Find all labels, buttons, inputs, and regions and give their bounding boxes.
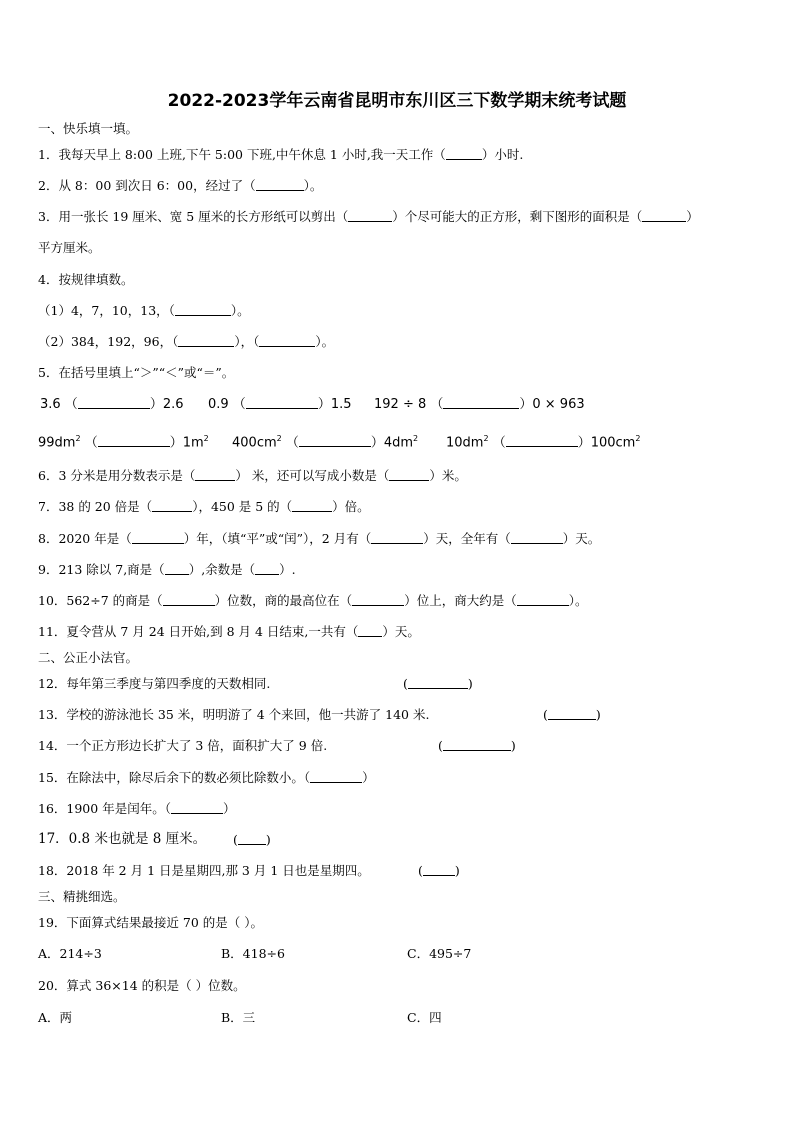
section-heading-2: 二、公正小法官。 (38, 650, 139, 665)
section-heading-3: 三、精挑细选。 (38, 889, 126, 904)
question-19-option-a: A．214÷3 (38, 946, 102, 961)
page-title: 2022-2023学年云南省昆明市东川区三下数学期末统考试题 (167, 91, 627, 111)
question-12: 12．每年第三季度与第四季度的天数相同. (38, 676, 271, 691)
question-9: 9．213 除以 7,商是（ ）,余数是（ ）. (38, 562, 296, 577)
question-13-answer: ( ) (543, 707, 601, 722)
question-19-option-b: B．418÷6 (221, 946, 285, 961)
question-4-part-1: （1）4，7，10，13，（ ）。 (38, 303, 250, 318)
question-19-option-c: C．495÷7 (407, 946, 472, 961)
question-11: 11．夏令营从 7 月 24 日开始,到 8 月 4 日结束,一共有（ ）天。 (38, 624, 420, 639)
question-13: 13．学校的游泳池长 35 米，明明游了 4 个来回，他一共游了 140 米. (38, 707, 430, 722)
question-10: 10．562÷7 的商是（ ）位数，商的最高位在（ ）位上，商大约是（ ）。 (38, 593, 588, 608)
question-18-answer: ( ) (418, 863, 460, 878)
question-20-option-a: A．两 (38, 1010, 73, 1025)
compare-item-5: $400cm^2$ （ ）$4dm^2$ (232, 434, 419, 451)
compare-item-6: $10dm^2$ （ ）$100cm^2$ (446, 434, 641, 451)
question-16: 16．1900 年是闰年。（ ） (38, 801, 236, 816)
question-17: 17．0.8 米也就是 8 厘米。 (38, 831, 207, 847)
question-14: 14．一个正方形边长扩大了 3 倍，面积扩大了 9 倍. (38, 738, 328, 753)
question-20-option-c: C．四 (407, 1010, 442, 1025)
question-4: 4．按规律填数。 (38, 272, 134, 287)
question-19: 19．下面算式结果最接近 70 的是（ ）。 (38, 915, 263, 930)
question-7: 7．38 的 20 倍是（ ），450 是 5 的（ ）倍。 (38, 499, 370, 514)
question-17-answer: ( ) (233, 832, 271, 847)
compare-item-3: 192 ÷ 8 （ ）0 × 963 (374, 397, 585, 412)
compare-item-4: $99dm^2$ （ ）$1m^2$ (38, 434, 209, 451)
question-14-answer: ( ) (438, 738, 516, 753)
question-12-answer: ( ) (403, 676, 473, 691)
question-4-part-2: （2）384，192，96，（ ），（ ）。 (38, 334, 335, 349)
question-2: 2．从 8：00 到次日 6：00，经过了（ ）。 (38, 178, 323, 193)
question-8: 8．2020 年是（ ）年，（填“平”或“闰”），2 月有（ ）天，全年有（ ）天。 (38, 531, 601, 546)
question-1: 1．我每天早上 8:00 上班,下午 5:00 下班,中午休息 1 小时,我一天工作（ ）小时. (38, 147, 524, 162)
question-6: 6．3 分米是用分数表示是（ ） 米，还可以写成小数是（ ）米。 (38, 468, 467, 483)
question-18: 18．2018 年 2 月 1 日是星期四,那 3 月 1 日也是星期四。 (38, 863, 370, 878)
section-heading-1: 一、快乐填一填。 (38, 121, 139, 136)
compare-item-1: 3.6 （ ）2.6 (40, 397, 184, 412)
question-15: 15．在除法中，除尽后余下的数必须比除数小。（ ） (38, 770, 375, 785)
question-20-option-b: B．三 (221, 1010, 256, 1025)
question-5: 5．在括号里填上“＞”“＜”或“＝”。 (38, 365, 235, 380)
question-20: 20．算式 36×14 的积是（ ）位数。 (38, 978, 246, 993)
question-3: 3．用一张长 19 厘米、宽 5 厘米的长方形纸可以剪出（ ）个尽可能大的正方形，剩下图形的面积是（ ） (38, 209, 699, 224)
question-3-continued: 平方厘米。 (38, 240, 101, 255)
compare-item-2: 0.9 （ ）1.5 (208, 397, 352, 412)
